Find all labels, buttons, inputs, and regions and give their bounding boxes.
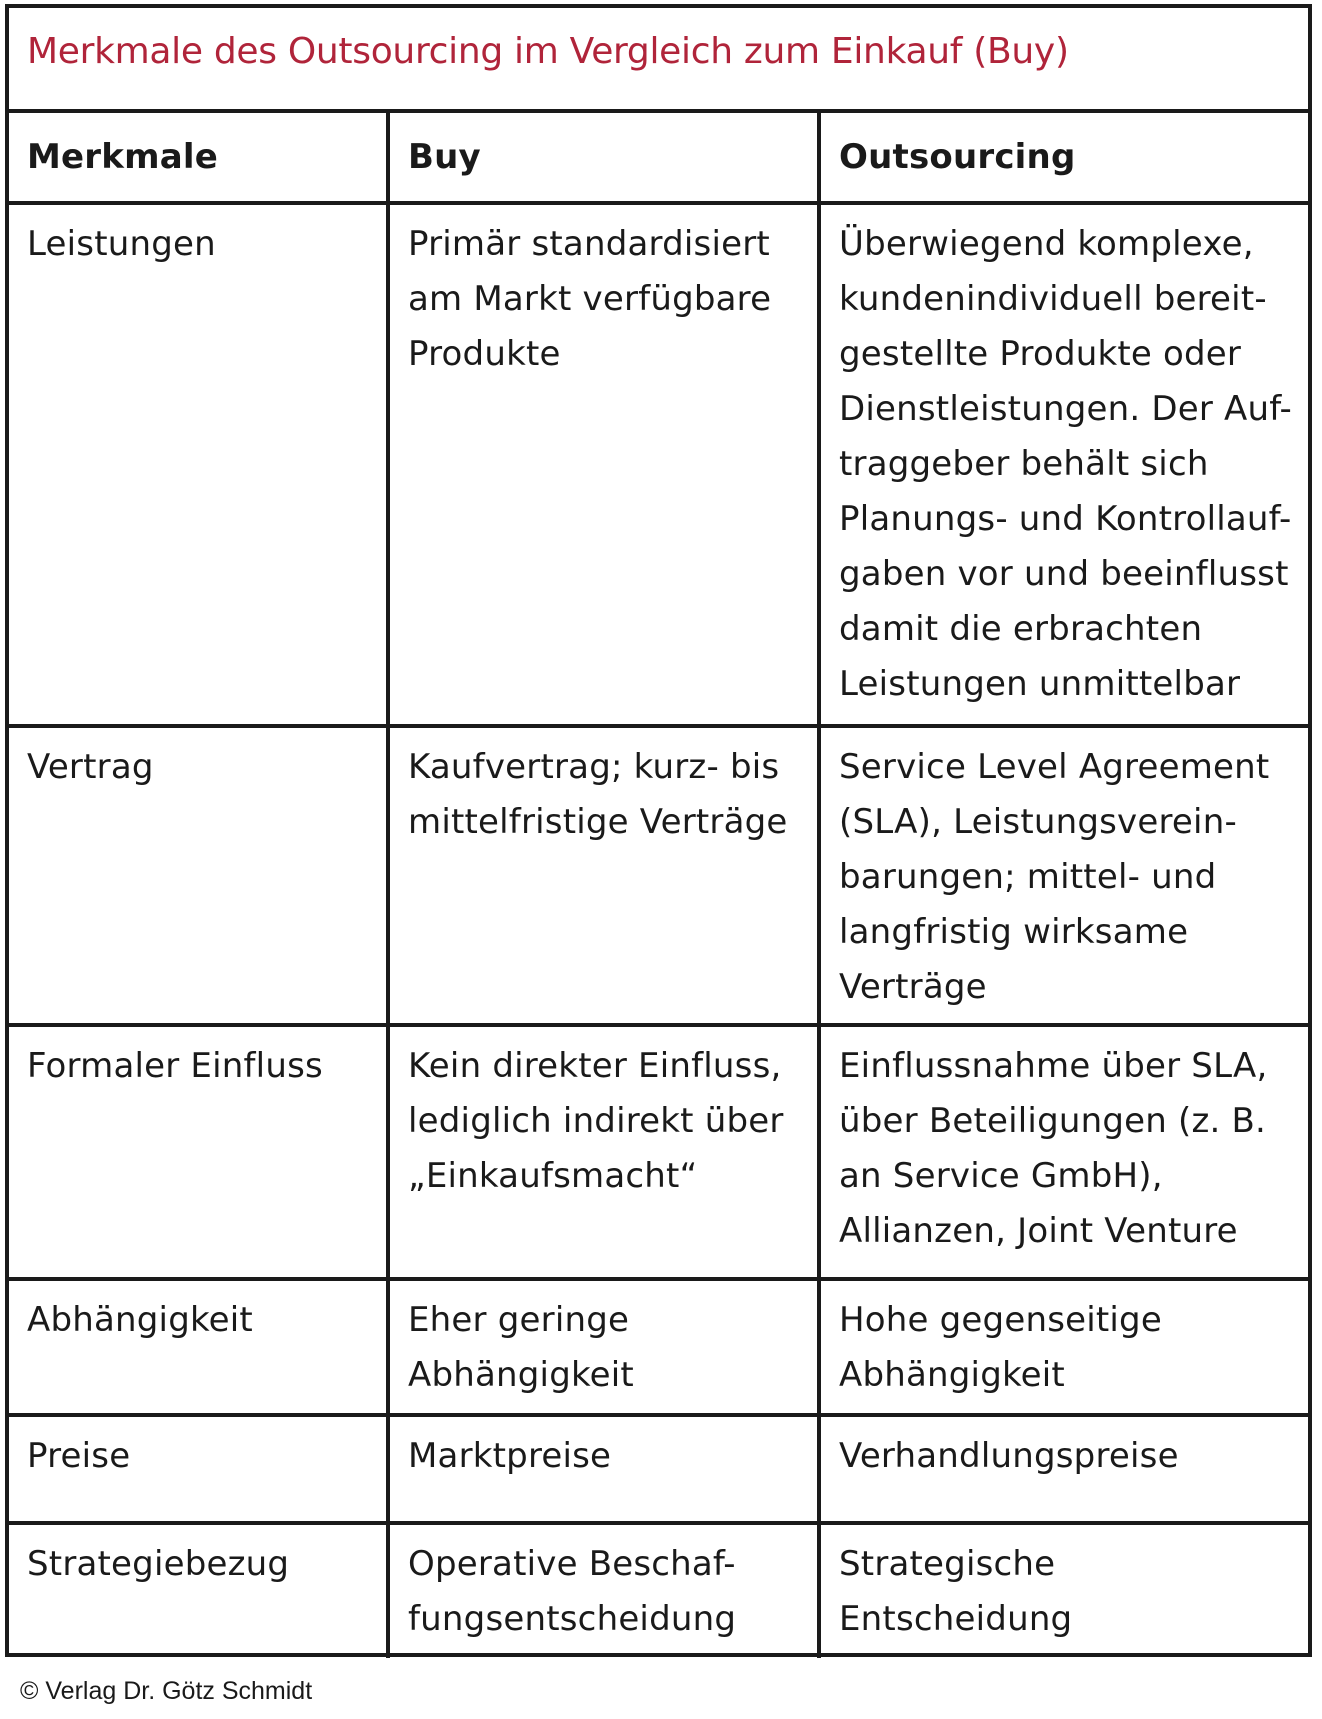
row-vertrag-buy: Kaufvertrag; kurz- bis mittelfristige Verträge [390,728,821,1027]
row-leistungen-outsourcing: Überwiegend komplexe, kundenindividuell bereit- gestellte Produkte oder Dienstleistungen. Der Auf- traggeber behält sich Planungs- und Kontrollauf- gaben vor und beeinflusst damit die erbrachten Leistungen unmittelbar [821,205,1308,728]
row-strategiebezug-outsourcing: Strategische Entscheidung [839,1544,1073,1639]
header-merkmale: Merkmale [9,113,390,205]
row-leistungen-buy: Primär standardisiert am Markt verfügbare Produkte [390,205,821,728]
row-leistungen-merkmal: Leistungen [9,205,390,728]
row-abhaengigkeit-merkmal: Abhängigkeit [9,1281,390,1417]
row-formaler-einfluss-buy: Kein direkter Einfluss, lediglich indirekt über „Einkaufsmacht“ [390,1027,821,1281]
table-title: Merkmale des Outsourcing im Vergleich zum Einkauf (Buy) [27,31,1069,72]
comparison-table-frame [5,4,1312,1657]
row-preise-buy: Marktpreise [390,1417,821,1525]
row-abhaengigkeit-buy: Eher geringe Abhängigkeit [390,1281,821,1417]
copyright-notice: © Verlag Dr. Götz Schmidt [20,1677,313,1705]
row-strategiebezug-buy: Operative Beschaf- fungsentscheidung [390,1525,821,1658]
header-outsourcing: Outsourcing [821,113,1308,205]
row-vertrag-merkmal: Vertrag [9,728,390,1027]
row-strategiebezug-merkmal: Strategiebezug [9,1525,390,1658]
header-buy: Buy [390,113,821,205]
row-abhaengigkeit-outsourcing: Hohe gegenseitige Abhängigkeit [821,1281,1308,1417]
comparison-table [9,113,1308,1658]
row-preise-outsourcing: Verhandlungspreise [821,1417,1308,1525]
row-formaler-einfluss-merkmal: Formaler Einfluss [9,1027,390,1281]
row-preise-merkmal: Preise [9,1417,390,1525]
table-title-row [9,8,1308,113]
row-vertrag-outsourcing: Service Level Agreement (SLA), Leistungsverein- barungen; mittel- und langfristig wirksame Verträge [821,728,1308,1027]
row-formaler-einfluss-outsourcing: Einflussnahme über SLA, über Beteiligungen (z. B. an Service GmbH), Allianzen, Joint Venture [821,1027,1308,1281]
